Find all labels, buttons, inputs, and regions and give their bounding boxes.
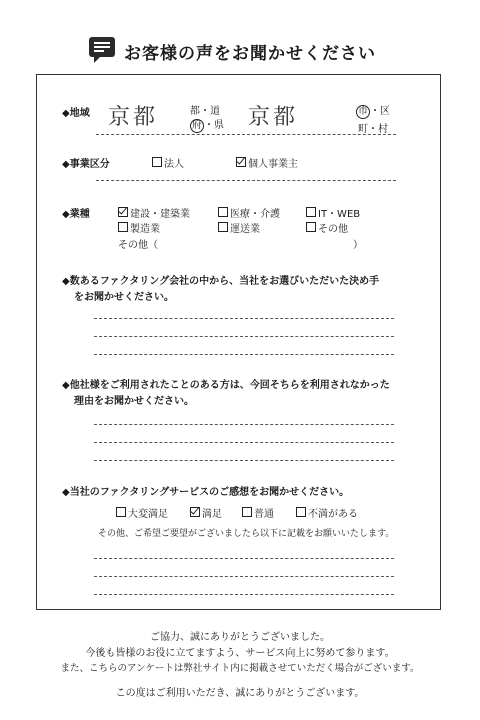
business-type-label: ◆事業区分 <box>62 159 110 170</box>
option-average[interactable]: 普通 <box>242 505 274 520</box>
answer-line-3-1[interactable] <box>94 558 394 559</box>
option-it-web[interactable]: IT・WEB <box>306 205 360 220</box>
checkbox-dissatisfied[interactable] <box>296 507 306 517</box>
checkbox-other[interactable] <box>306 222 316 232</box>
industry-label: ◆業種 <box>62 209 90 220</box>
option-medical[interactable]: 医療・介護 <box>218 205 280 220</box>
answer-line-2-1[interactable] <box>94 424 394 425</box>
industry-other-open: その他（ <box>118 240 158 251</box>
city-suffix-bottom: 町・村 <box>358 124 388 135</box>
answer-line-1-1[interactable] <box>94 318 394 319</box>
answer-line-2-2[interactable] <box>94 442 394 443</box>
footer-publication-note: また、こちらのアンケートは弊社サイト内に掲載させていただく場合がございます。 <box>60 663 420 674</box>
footer-closing: この度はご利用いただき、誠にありがとうございます。 <box>115 688 365 699</box>
checkbox-average[interactable] <box>242 507 252 517</box>
answer-line-3-2[interactable] <box>94 576 394 577</box>
option-dissatisfied[interactable]: 不満がある <box>296 505 358 520</box>
industry-other-close: ） <box>353 240 363 251</box>
question-deciding-factor-line2: をお聞かせください。 <box>74 292 174 303</box>
checkbox-transport[interactable] <box>218 222 228 232</box>
prefecture-suffix-bottom <box>190 116 224 133</box>
checkbox-sole-proprietor[interactable] <box>236 157 246 167</box>
business-type-underline <box>96 180 396 181</box>
region-label: ◆地域 <box>62 108 90 119</box>
footer-improvement: 今後も皆様のお役に立てますよう、サービス向上に努めて参ります。 <box>85 648 395 659</box>
answer-line-1-2[interactable] <box>94 336 394 337</box>
region-underline <box>96 134 396 135</box>
option-manufacturing[interactable]: 製造業 <box>118 220 160 235</box>
question-deciding-factor: ◆数あるファクタリング会社の中から、当社をお選びいただいた決め手 <box>62 276 380 287</box>
checkbox-it-web[interactable] <box>306 207 316 217</box>
checkbox-manufacturing[interactable] <box>118 222 128 232</box>
checkbox-construction[interactable] <box>118 207 128 217</box>
option-construction[interactable]: 建設・建築業 <box>118 205 190 220</box>
prefecture-handwritten[interactable]: 京都 <box>108 105 159 130</box>
answer-line-2-3[interactable] <box>94 460 394 461</box>
page-title: お客様の声をお聞かせください <box>124 44 376 64</box>
question-other-company: ◆他社様をご利用されたことのある方は、今回そちらを利用されなかった <box>62 380 390 391</box>
answer-line-1-3[interactable] <box>94 354 394 355</box>
prefecture-selected-fu: 府 <box>192 120 202 131</box>
option-corporation[interactable]: 法人 <box>152 155 184 170</box>
option-satisfied[interactable]: 満足 <box>190 505 222 520</box>
checkbox-medical[interactable] <box>218 207 228 217</box>
city-selected-shi: 市 <box>358 106 368 117</box>
prefecture-suffix-top: 都・道 <box>190 106 220 117</box>
option-transport[interactable]: 運送業 <box>218 220 260 235</box>
option-very-satisfied[interactable]: 大変満足 <box>116 505 168 520</box>
question-impression: ◆当社のファクタリングサービスのご感想をお聞かせください。 <box>62 487 350 498</box>
checkbox-very-satisfied[interactable] <box>116 507 126 517</box>
chat-bubble-icon <box>88 36 118 64</box>
prefecture-suffix-ken: ・県 <box>204 120 224 131</box>
request-note: その他、ご希望ご要望がございましたら以下に記載をお願いいたします。 <box>98 529 395 539</box>
city-suffix-top <box>356 102 390 119</box>
city-suffix-ku: ・区 <box>370 106 390 117</box>
checkbox-satisfied[interactable] <box>190 507 200 517</box>
option-sole-proprietor[interactable]: 個人事業主 <box>236 155 298 170</box>
answer-line-3-3[interactable] <box>94 594 394 595</box>
option-other[interactable]: その他 <box>306 220 348 235</box>
header <box>0 36 480 66</box>
city-handwritten[interactable]: 京都 <box>248 105 299 130</box>
footer-thanks: ご協力、誠にありがとうございました。 <box>150 632 330 643</box>
checkbox-corporation[interactable] <box>152 157 162 167</box>
question-other-company-line2: 理由をお聞かせください。 <box>74 396 194 407</box>
